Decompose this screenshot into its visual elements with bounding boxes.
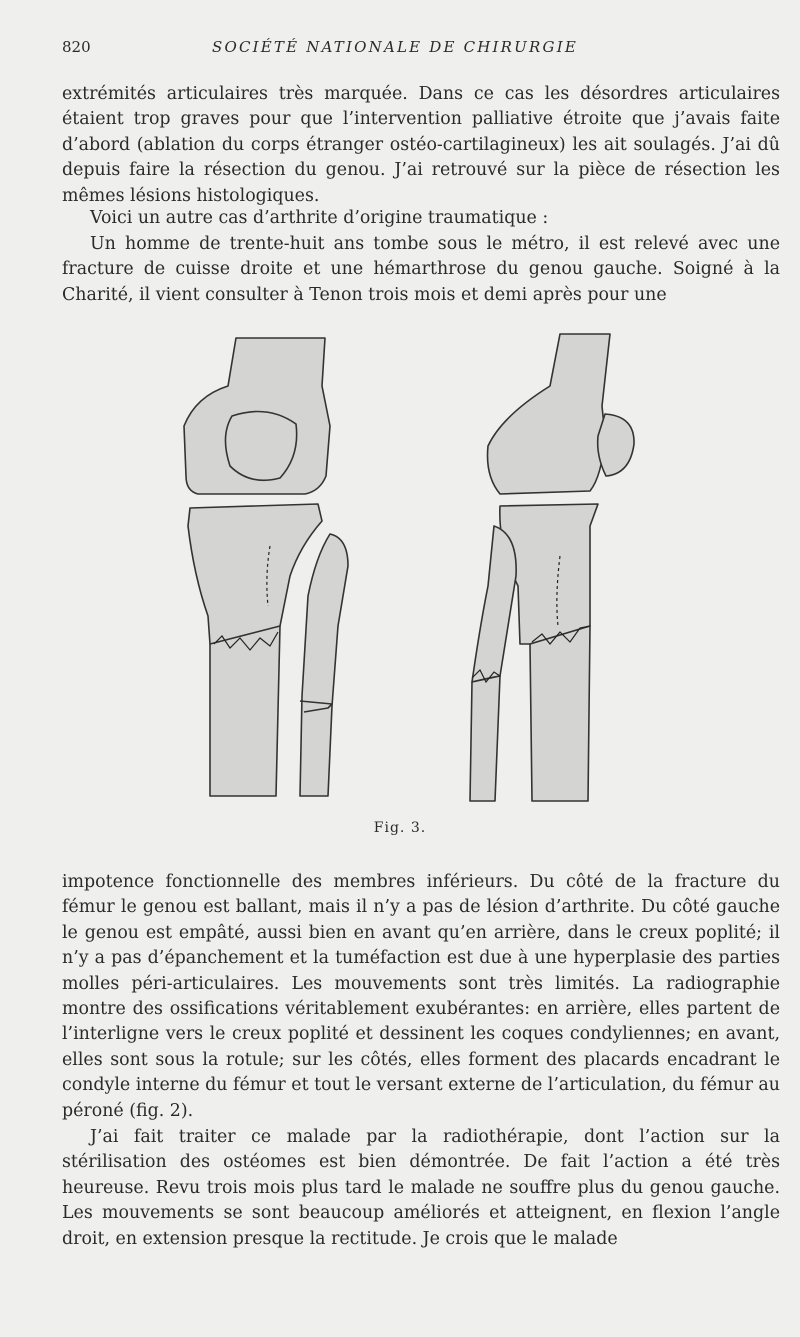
tibia-side-shaft [530, 626, 590, 801]
paragraph-1: extrémités articulaires très marquée. Dans ce cas les désordres articulaires étaient trop graves pour que l’intervention palliative étroite que j’avais faite d’abord (ablation du corps étranger ostéo-cartilagineux) les ait soulagés. J’ai dû depuis faire la résection du genou. J’ai retrouvé sur la pièce de résection les mêmes lésions histologiques. [62, 84, 780, 206]
paragraph-5: J’ai fait traiter ce malade par la radiothérapie, dont l’action sur la stérilisation des ostéomes est bien démontrée. De fait l’action a été très heureuse. Revu trois mois plus tard le malade ne souffre plus du genou gauche. Les mouvements se sont beaucoup améliorés et atteignent, en flexion l’angle droit, en extension presque la rectitude. Je crois que le malade [62, 1127, 780, 1249]
patella-side [598, 414, 634, 476]
tibia-front-shaft [210, 626, 280, 796]
fibula-side [472, 526, 516, 682]
page-number: 820 [62, 38, 91, 56]
fibula-front [300, 534, 348, 796]
femur-side [488, 334, 611, 494]
figure-caption: Fig. 3. [373, 820, 427, 836]
journal-title: SOCIÉTÉ NATIONALE DE CHIRURGIE [212, 38, 578, 56]
paragraph-4: impotence fonctionnelle des membres inférieurs. Du côté de la fracture du fémur le genou est ballant, mais il n’y a pas de lésion d’arthrite. Du côté gauche le genou est empâté, aussi bien en avant qu’en arrière, dans le creux poplité; il n’y a pas d’épanchement et la tuméfaction est due à une hyperplasie des parties molles péri-articulaires. Les mouvements sont très limités. La radiographie montre des ossifications véritablement exubérantes: en arrière, elles partent de l’interligne vers le creux poplité et dessinent les coques condyliennes; en avant, elles sont sous la rotule; sur les côtés, elles forment des placards encadrant le condyle interne du fémur et tout le versant externe de l’articulation, du fémur au péroné (fig. 2). [62, 872, 780, 1121]
knee-fracture-figure [150, 326, 650, 816]
femur-front [184, 338, 330, 494]
paragraph-2: Voici un autre cas d’arthrite d’origine traumatique : [90, 208, 549, 228]
paragraph-3: Un homme de trente-huit ans tombe sous le métro, il est relevé avec une fracture de cuisse droite et une hémarthrose du genou gauche. Soigné à la Charité, il vient consulter à Tenon trois mois et demi après pour une [62, 234, 780, 305]
tibia-front [188, 504, 322, 644]
running-head [62, 38, 770, 60]
knee-drawings [150, 326, 650, 816]
fibula-side-shaft [470, 676, 500, 801]
